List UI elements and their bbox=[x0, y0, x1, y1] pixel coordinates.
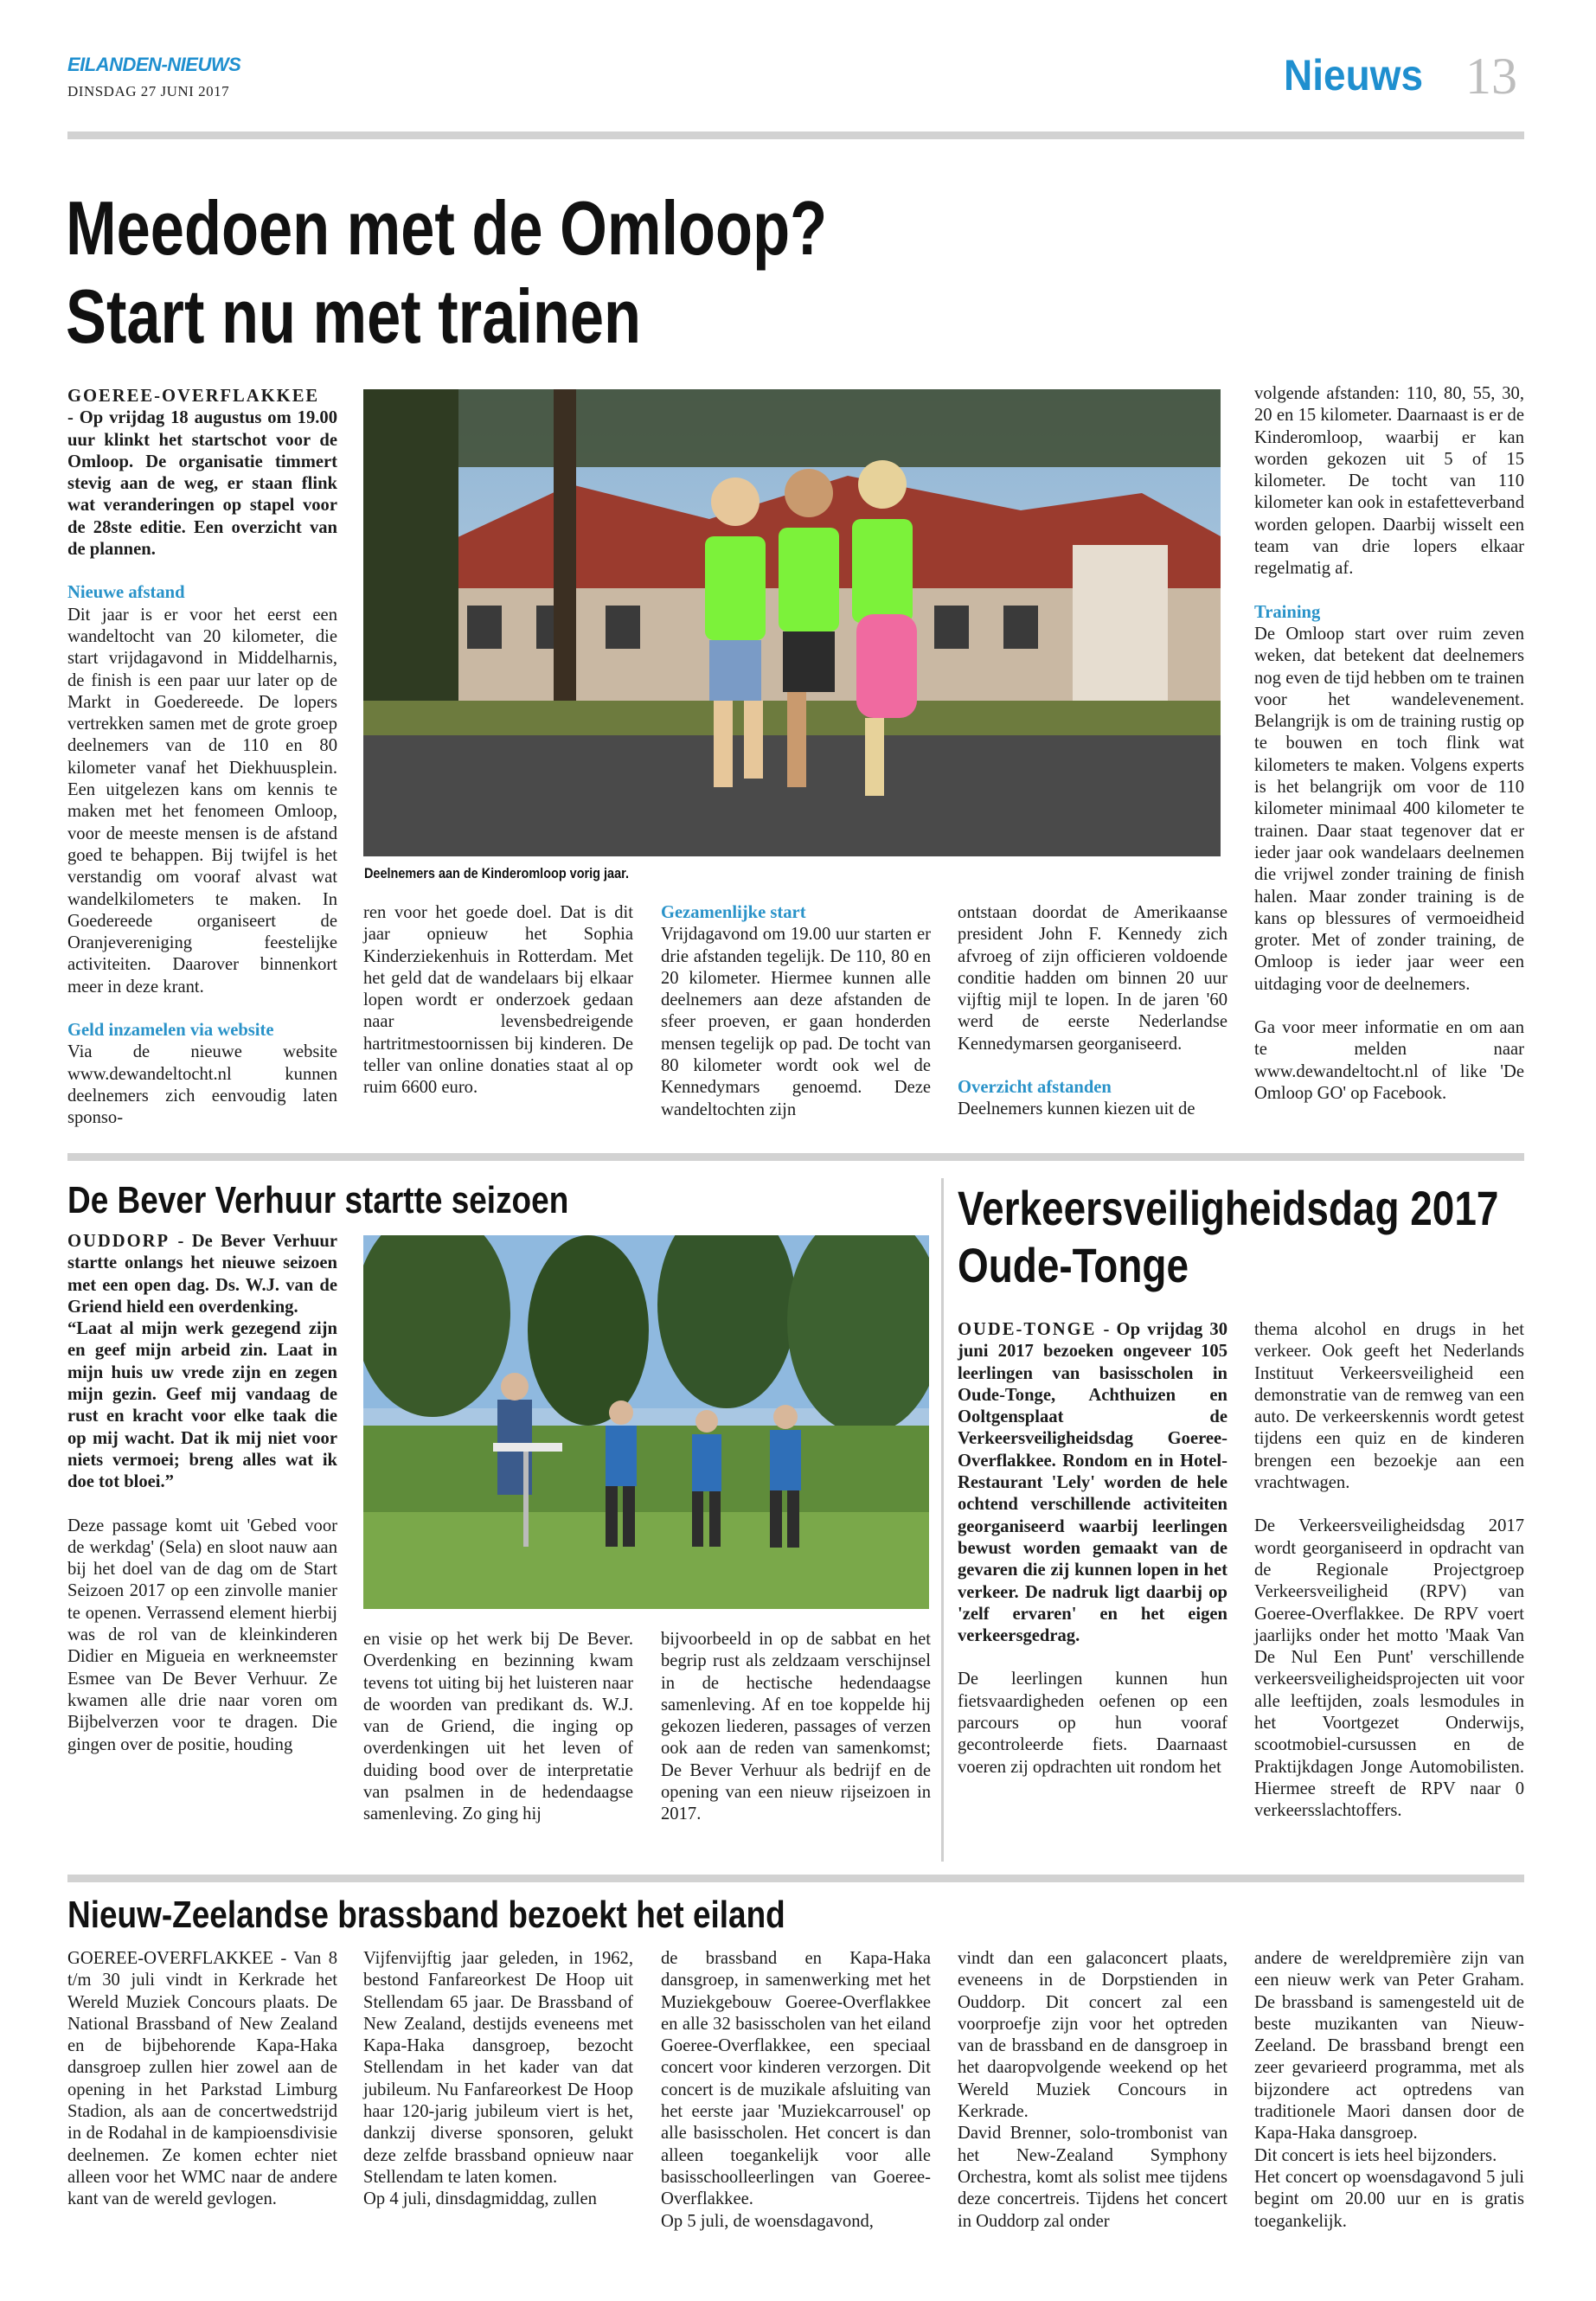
article4-col1 bbox=[67, 1948, 337, 2211]
article4-paragraph: Het concert op woensdagavond 5 juli begint om 20.00 uur en is gratis toegankelijk. bbox=[1254, 2167, 1524, 2231]
photo-caption: Deelnemers aan de Kinderomloop vorig jaar. bbox=[364, 865, 629, 881]
column-divider bbox=[941, 1178, 944, 1862]
article1-paragraph: Via de nieuwe website www.dewandeltocht.nl kunnen deelnemers zich eenvoudig laten sponso- bbox=[67, 1042, 337, 1128]
article4-paragraph: vindt dan een galaconcert plaats, eveneens in de Dorpstienden in Ouddorp. Dit concert zal een voorproefje zijn voor het optreden van de brassband en de dansgroep in het daaropvolgende weekend op het Wereld Muziek Concours in Kerkrade. bbox=[958, 1949, 1227, 2122]
page-number: 13 bbox=[1465, 48, 1517, 105]
article1-subhead-start: Gezamenlijke start bbox=[661, 903, 806, 922]
article1-paragraph: volgende afstanden: 110, 80, 55, 30, 20 en 15 kilometer. Daarnaast is er de Kinderomloop, waarbij er kan worden gekozen uit 5 of 15 kilometer. De tocht van 110 kilometer kan ook in estafetteverband worden gelopen. Daarbij wisselt een team van drie lopers elkaar regelmatig af. bbox=[1254, 384, 1524, 579]
article1-paragraph: ren voor het goede doel. Dat is dit jaar opnieuw het Sophia Kinderziekenhuis in Rotterdam. Met het geld dat de wandelaars bij elkaar lopen wordt er onderzoek gedaan naar levensbedreigende hartritmestoornissen bij kinderen. De teller van online donaties staat al op ruim 6600 euro. bbox=[363, 903, 633, 1098]
article2-dateline: OUDDORP bbox=[67, 1232, 170, 1251]
article3-dateline: OUDE-TONGE bbox=[958, 1320, 1097, 1339]
article4-headline: Nieuw-Zeelandse brassband bezoekt het eiland bbox=[67, 1894, 785, 1936]
divider-rule bbox=[67, 1153, 1524, 1161]
article2-col1 bbox=[67, 1231, 337, 1756]
article2-quote: “Laat al mijn werk gezegend zijn en geef mijn arbeid zin. Laat in mijn huis uw vrede zijn en zegen mijn gezin. Geef mij vandaag de rust en kracht voor elke taak die op mij wacht. Dat ik mij niet voor niets vermoei; breng alles wat ik doe tot bloei.” bbox=[67, 1319, 337, 1492]
article1-headline-line2: Start nu met trainen bbox=[66, 273, 641, 359]
article4-col5 bbox=[1254, 1948, 1524, 2233]
issue-date: DINSDAG 27 JUNI 2017 bbox=[67, 83, 230, 99]
article3-headline-line1: Verkeersveiligheidsdag 2017 bbox=[958, 1181, 1499, 1235]
article3-paragraph: thema alcohol en drugs in het verkeer. Ook geeft het Nederlands Instituut Verkeersveiligheid een demonstratie van de remweg van een auto. De verkeerskennis wordt getest tijdens een quiz en de kinderen brengen een bezoekje aan een vrachtwagen. bbox=[1254, 1320, 1524, 1493]
article1-col4 bbox=[958, 902, 1227, 1121]
article1-lead: - Op vrijdag 18 augustus om 19.00 uur klinkt het startschot voor de Omloop. De organisatie timmert stevig aan de weg, er staan flink wat veranderingen op stapel voor de 28ste editie. Een overzicht van de plannen. bbox=[67, 408, 337, 560]
article1-col3 bbox=[661, 902, 931, 1121]
article1-subhead-training: Training bbox=[1254, 602, 1321, 622]
photo-bever bbox=[363, 1235, 929, 1609]
article1-subhead-nieuwe-afstand: Nieuwe afstand bbox=[67, 583, 185, 603]
article2-lead: - De Bever Verhuur startte onlangs het nieuwe seizoen met een open dag. Ds. W.J. van de Griend hield een overdenking. bbox=[67, 1232, 337, 1317]
article4-paragraph: andere de wereldpremière zijn van een nieuw werk van Peter Graham. De brassband is samengesteld uit de beste muzikanten van Nieuw-Zeeland. De brassband brengt een zeer gevarieerd programma, met als bijzondere act optredens van traditionele Maori dansen door de Kapa-Haka dansgroep. bbox=[1254, 1949, 1524, 2144]
article1-col1 bbox=[67, 386, 337, 1130]
section-label: Nieuws bbox=[1284, 51, 1424, 99]
top-rule bbox=[67, 131, 1524, 139]
article1-paragraph: De Omloop start over ruim zeven weken, dat betekent dat deelnemers nog even de tijd hebben om te trainen voor het wandelevenement. Belangrijk is om de training rustig op te bouwen en toch flink wat kilometers te maken. Volgens experts is het belangrijk om voor de 110 kilometer minimaal 400 kilometer te trainen. Daar staat tegenover dat er ieder jaar ook wandelaars deelnemen die vrijwel zonder training de finish halen. Maar zonder training is de kans op blessures of vermoeidheid groter. Met of zonder training, de Omloop is ieder jaar weer een uitdaging voor de deelnemers. bbox=[1254, 624, 1524, 994]
article3-paragraph: De Verkeersveiligheidsdag 2017 wordt georganiseerd in opdracht van de Regionale Projectgroep Verkeersveiligheid (RPV) van Goeree-Overflakkee. De RPV voert jaarlijks onder het motto 'Maak Van De Nul Een Punt' verschillende verkeersveiligheidsprojecten uit voor alle leeftijden, zoals lesmodules in het Voortgezet Onderwijs, scootmobiel-cursussen en de Praktijkdagen Jonge Automobilisten. Hiermee streeft de RPV naar 0 verkeersslachtoffers. bbox=[1254, 1516, 1524, 1821]
article1-paragraph: Dit jaar is er voor het eerst een wandeltocht van 20 kilometer, die start vrijdagavond in Middelharnis, de finish is een paar uur later op de Markt in Goedereede. De lopers vertrekken samen met de grote groep deelnemers van de 110 en 80 kilometer vanaf het Diekhuusplein. Een uitgelezen kans om kennis te maken met het fenomeen Omloop, voor de meeste mensen is de afstand goed te behappen. Bij twijfel is het verstandig om vooraf alvast wat wandelkilometers te maken. In Goedereede organiseert de Oranjevereniging feestelijke activiteiten. Daarover binnenkort meer in deze krant. bbox=[67, 605, 337, 997]
article2-headline: De Bever Verhuur startte seizoen bbox=[67, 1179, 569, 1221]
article4-paragraph: de brassband en Kapa-Haka dansgroep, in samenwerking met het Muziekgebouw Goeree-Overflakkee en alle 32 basisscholen van het eiland Goeree-Overflakkee, een speciaal concert voor kinderen verzorgen. Dit concert is de muzikale afsluiting van het eerste jaar 'Muziekcarrousel' op alle basisscholen. Het concert is dan alleen toegankelijk voor alle basisschoolleerlingen van Goeree-Overflakkee. bbox=[661, 1949, 931, 2209]
photo-kinderomloop bbox=[363, 389, 1221, 856]
article4-paragraph: Dit concert is iets heel bijzonders. bbox=[1254, 2145, 1497, 2165]
article2-paragraph: en visie op het werk bij De Bever. Overdenking en bezinning kwam tevens tot uiting bij het luisteren naar de woorden van predikant ds. W.J. van de Griend, die inging op overdenkingen uit het leven of duiding bood over de interpretatie van psalmen in de hedendaagse samenleving. Zo ging hij bbox=[363, 1630, 633, 1824]
article3-col1 bbox=[958, 1319, 1227, 1779]
article4-col3 bbox=[661, 1948, 931, 2233]
article4-paragraph: Vijfenvijftig jaar geleden, in 1962, bestond Fanfareorkest De Hoop uit Stellendam 65 jaar. De Brassband of New Zealand, destijds eveneens met Kapa-Haka dansgroep, bezocht Stellendam in het kader van dat jubileum. Nu Fanfareorkest De Hoop haar 120-jarig jubileum viert is het, dankzij diverse sponsoren, gelukt deze zelfde brassband opnieuw naar Stellendam te laten komen. bbox=[363, 1949, 633, 2187]
article4-paragraph: Op 5 juli, de woensdagavond, bbox=[661, 2211, 874, 2231]
article3-headline-line2: Oude-Tonge bbox=[958, 1238, 1189, 1292]
masthead-logo: EILANDEN-NIEUWS bbox=[67, 54, 241, 75]
article4-col2 bbox=[363, 1948, 633, 2211]
article2-col2 bbox=[363, 1629, 633, 1826]
article1-paragraph: Vrijdagavond om 19.00 uur starten er drie afstanden tegelijk. De 110, 80 en 20 kilometer. Hiermee kunnen alle deelnemers aan deze afstanden de sfeer proeven, er gaan honderden mensen tegelijk op pad. De tocht van 80 kilometer wordt ook wel de Kennedymars genoemd. Deze wandeltochten zijn bbox=[661, 925, 931, 1119]
article3-lead: - Op vrijdag 30 juni 2017 bezoeken ongeveer 105 leerlingen van basisscholen in Oude-Tonge, Achthuizen en Ooltgensplaat de Verkeersveiligheidsdag Goeree-Overflakkee. Rondom en in Hotel-Restaurant 'Lely' worden de hele ochtend verschillende activiteiten georganiseerd waarbij leerlingen bewust worden gemaakt van de gevaren die zij kunnen lopen in het verkeer. De nadruk ligt daarbij op 'zelf ervaren' en het eigen verkeersgedrag. bbox=[958, 1320, 1227, 1646]
photo-kinderomloop-graphic bbox=[363, 389, 1221, 856]
article2-paragraph: bijvoorbeeld in op de sabbat en het begrip rust als zeldzaam verschijnsel in de hectische hedendaagse samenleving. Af en toe koppelde hij gekozen liederen, passages of verzen ook aan de reden van samenkomst; De Bever Verhuur als bedrijf en de opening van een nieuw rijseizoen in 2017. bbox=[661, 1630, 931, 1824]
article2-paragraph: Deze passage komt uit 'Gebed voor de werkdag' (Sela) en sloot nauw aan bij het doel van de dag om de Start Seizoen 2017 op een zinvolle manier te openen. Verrassend element hierbij was de rol van de kleinkinderen Didier en Migueia en werkneemster Esmee van De Bever Verhuur. Ze kwamen alle drie naar voren om Bijbelverzen voor te dragen. Die gingen over de positie, houding bbox=[67, 1516, 337, 1754]
divider-rule bbox=[67, 1875, 1524, 1882]
article1-col5 bbox=[1254, 383, 1524, 1105]
article1-headline-line1: Meedoen met de Omloop? bbox=[66, 185, 828, 271]
article1-paragraph: Ga voor meer informatie en om aan te melden naar www.dewandeltocht.nl of like 'De Omloop GO' op Facebook. bbox=[1254, 1018, 1524, 1103]
article1-paragraph: Deelnemers kunnen kiezen uit de bbox=[958, 1099, 1195, 1119]
article4-paragraph: David Brenner, solo-trombonist van het New-Zealand Symphony Orchestra, komt als solist mee tijdens deze concertreis. Tijdens het concert in Ouddorp zal onder bbox=[958, 2124, 1227, 2231]
article4-paragraph: GOEREE-OVERFLAKKEE - Van 8 t/m 30 juli vindt in Kerkrade het Wereld Muziek Concours plaats. De National Brassband of New Zealand en de bijbehorende Kapa-Haka dansgroep zullen hier zowel aan de opening in het Parkstad Limburg Stadion, als aan de concertwedstrijd in de Rodahal in de kampioensdivisie deelnemen. Ze komen echter niet alleen voor het WMC naar de andere kant van de wereld gevlogen. bbox=[67, 1949, 337, 2209]
article1-col2 bbox=[363, 902, 633, 1099]
photo-bever-graphic bbox=[363, 1235, 929, 1609]
article4-paragraph: Op 4 juli, dinsdagmiddag, zullen bbox=[363, 2189, 597, 2209]
article1-subhead-geld: Geld inzamelen via website bbox=[67, 1021, 274, 1041]
article3-col2 bbox=[1254, 1319, 1524, 1823]
article2-col3 bbox=[661, 1629, 931, 1826]
article3-paragraph: De leerlingen kunnen hun fietsvaardigheden oefenen op een parcours op hun vooraf gecontroleerde fiets. Daarnaast voeren zij opdrachten uit rondom het bbox=[958, 1670, 1227, 1777]
article1-subhead-overzicht: Overzicht afstanden bbox=[958, 1078, 1112, 1098]
article1-paragraph: ontstaan doordat de Amerikaanse president John F. Kennedy zich afvroeg of zijn officieren voldoende conditie hadden om binnen 20 uur vijftig mijl te lopen. In de jaren '60 werd de eerste Nederlandse Kennedymarsen georganiseerd. bbox=[958, 903, 1227, 1054]
article4-col4 bbox=[958, 1948, 1227, 2233]
article1-dateline: GOEREE-OVERFLAKKEE bbox=[67, 387, 320, 406]
